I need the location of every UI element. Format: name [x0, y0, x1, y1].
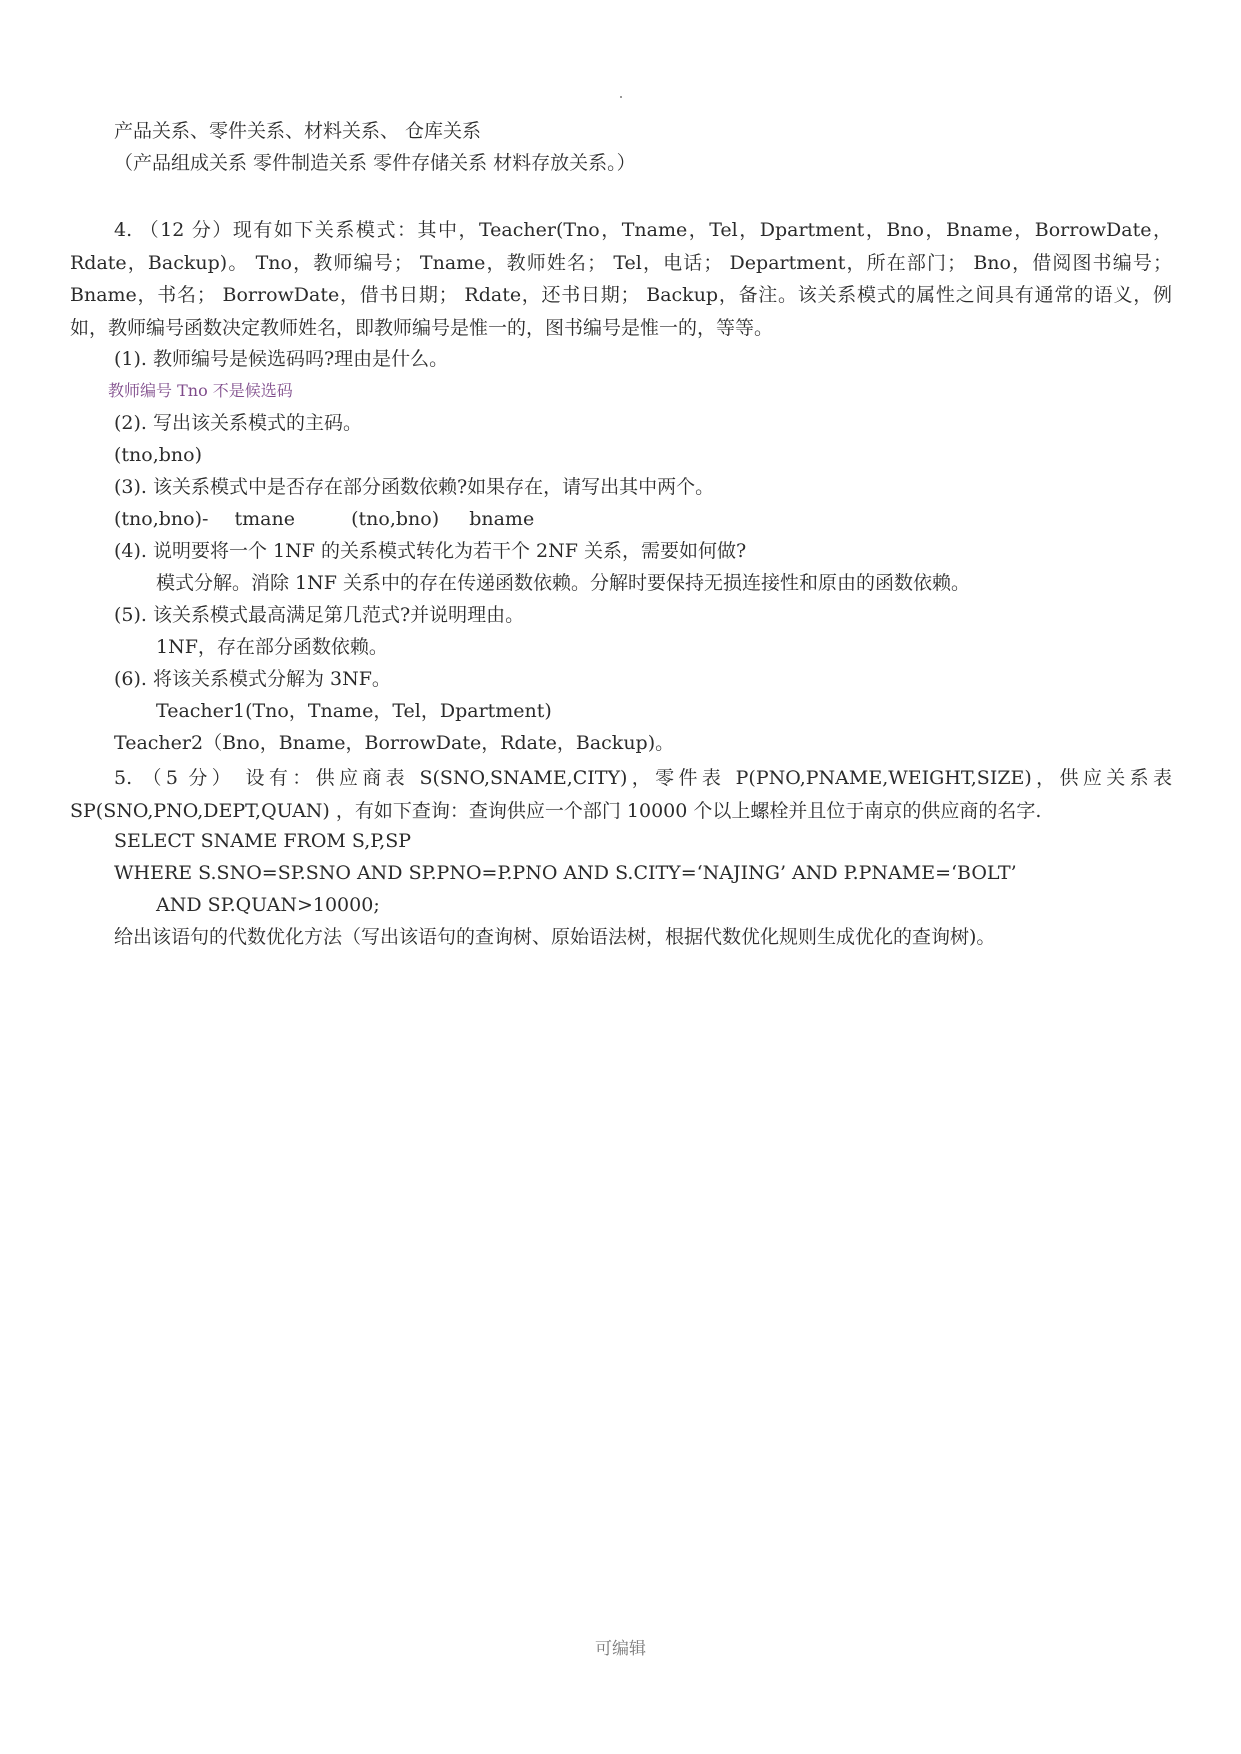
- a4-4: 模式分解。消除 1NF 关系中的存在传递函数依赖。分解时要保持无损连接性和原由的函数依赖。: [156, 572, 970, 594]
- footer-editable: 可编辑: [595, 1639, 646, 1659]
- q4-4: (4). 说明要将一个 1NF 的关系模式转化为若干个 2NF 关系，需要如何做?: [114, 540, 747, 562]
- a4-6-teacher1: Teacher1(Tno，Tname，Tel，Dpartment): [156, 700, 552, 722]
- q4-intro: 4. （12 分）现有如下关系模式：其中，Teacher(Tno，Tname，Tel，Dpartment，Bno，Bname，BorrowDate，Rdate，Backup)。 Tno，教师编号； Tname，教师姓名； Tel，电话； Department，所在部门； Bno，借阅图书编号； Bname，书名； BorrowDate，借书日期； Rdate，还书日期； Backup，备注。该关系模式的属性之间具有通常的语义，例如，教师编号函数决定教师姓名，即教师编号是惟一的，图书编号是惟一的，等等。: [70, 219, 1172, 339]
- q4-1: (1). 教师编号是候选码吗?理由是什么。: [114, 348, 449, 370]
- q4-5: (5). 该关系模式最高满足第几范式?并说明理由。: [114, 604, 525, 626]
- a4-1: 教师编号 Tno 不是候选码: [108, 381, 293, 400]
- sql-where: WHERE S.SNO=SP.SNO AND SP.PNO=P.PNO AND S.CITY=‘NAJING’ AND P.PNAME=‘BOLT’: [114, 862, 1017, 884]
- q4-2: (2). 写出该关系模式的主码。: [114, 412, 362, 434]
- a4-3: [114, 506, 534, 532]
- line-relations-paren: （产品组成关系 零件制造关系 零件存储关系 材料存放关系。）: [114, 152, 636, 174]
- q5-intro: 5. （5 分） 设有：供应商表 S(SNO,SNAME,CITY)，零件表 P(PNO,PNAME,WEIGHT,SIZE)，供应关系表 SP(SNO,PNO,DEPT,QUAN) ，有如下查询：查询供应一个部门 10000 个以上螺栓并且位于南京的供应商的名字.: [70, 767, 1172, 822]
- q5-task: 给出该语句的代数优化方法（写出该语句的查询树、原始语法树，根据代数优化规则生成优化的查询树)。: [114, 926, 996, 948]
- a4-6-teacher2: Teacher2（Bno，Bname，BorrowDate，Rdate，Backup)。: [114, 732, 675, 754]
- q4-6: (6). 将该关系模式分解为 3NF。: [114, 668, 391, 690]
- a4-3-part: tmane: [234, 508, 295, 530]
- a4-3-part: (tno,bno): [351, 508, 440, 530]
- a4-3-part: bname: [469, 508, 535, 530]
- a4-5: 1NF，存在部分函数依赖。: [156, 636, 388, 658]
- line-relations: 产品关系、零件关系、材料关系、 仓库关系: [114, 120, 482, 142]
- q4-3: (3). 该关系模式中是否存在部分函数依赖?如果存在，请写出其中两个。: [114, 476, 715, 498]
- stray-dot: [620, 96, 622, 98]
- sql-and: AND SP.QUAN>10000;: [156, 894, 380, 916]
- a4-2: (tno,bno): [114, 444, 203, 466]
- a4-3-part: (tno,bno)-: [114, 508, 209, 530]
- sql-select: SELECT SNAME FROM S,P,SP: [114, 830, 412, 852]
